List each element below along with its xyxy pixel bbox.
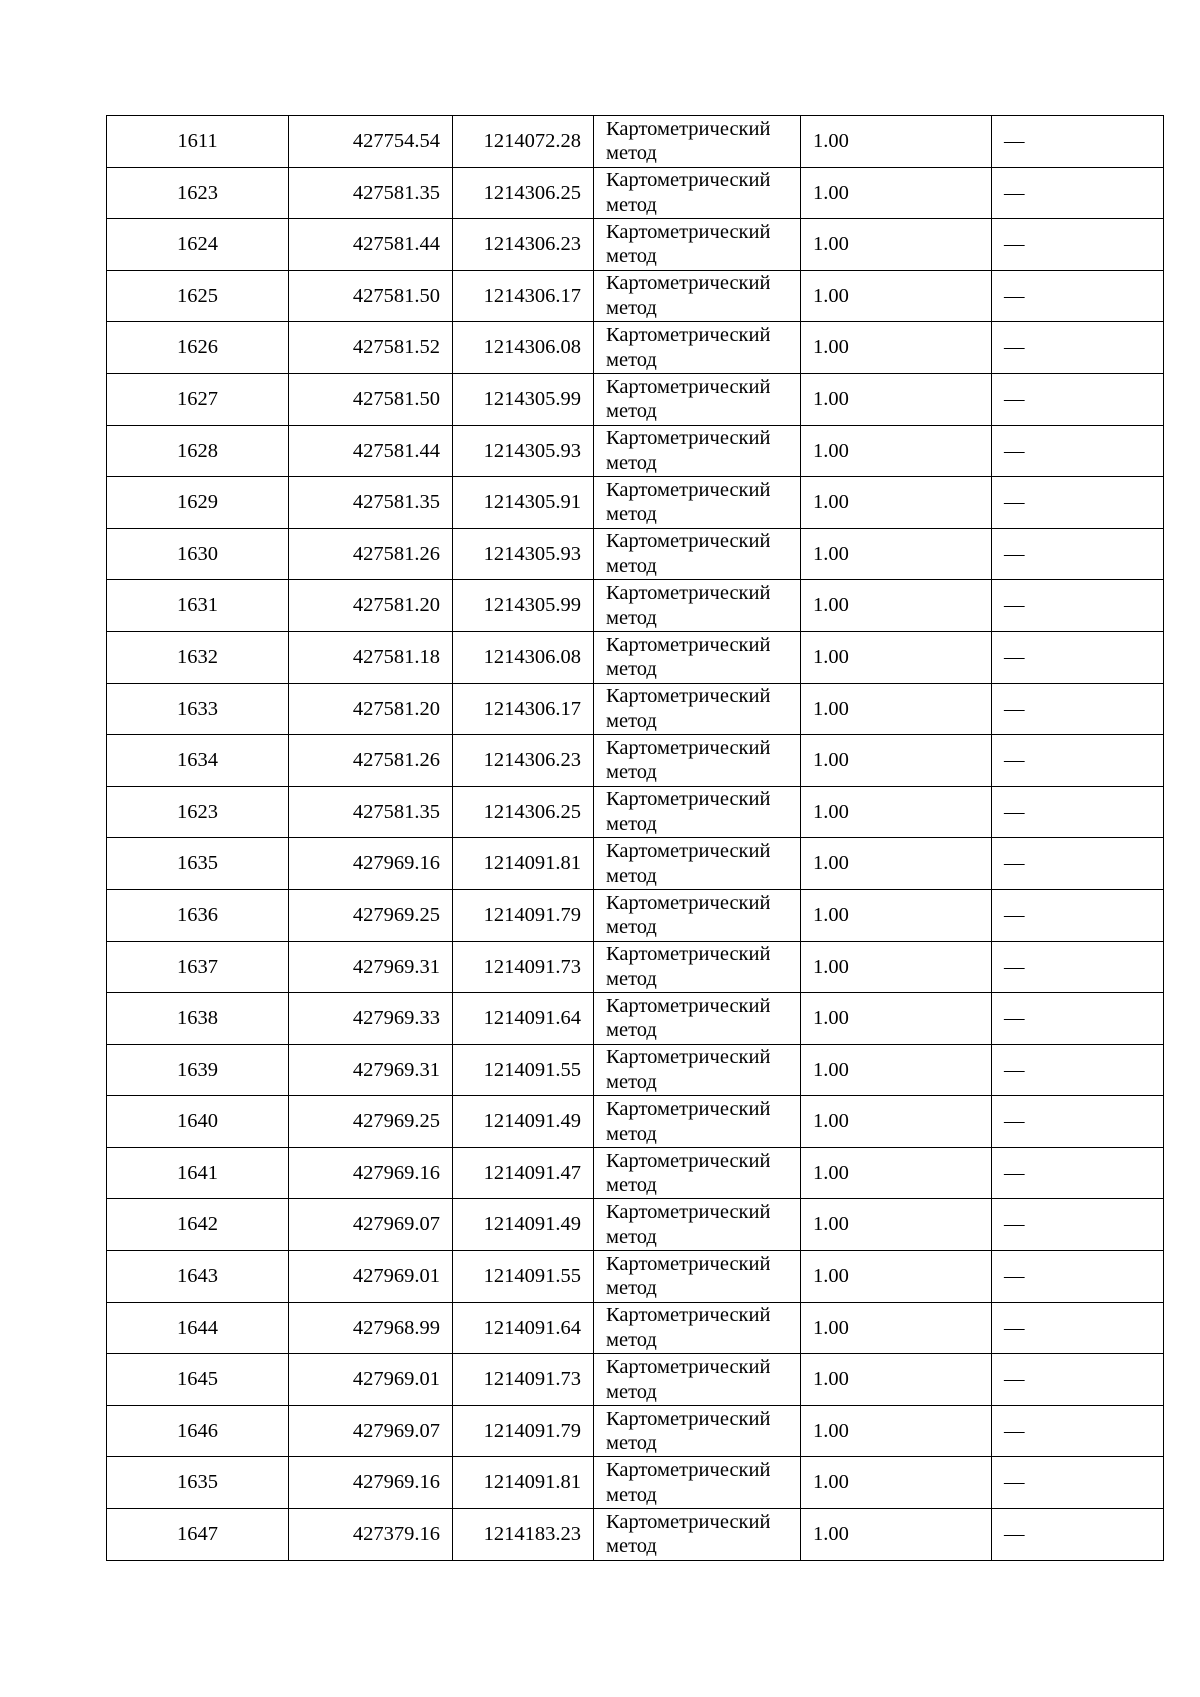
y-coordinate-cell: 1214091.64	[453, 993, 594, 1045]
y-coordinate-cell: 1214305.99	[453, 373, 594, 425]
precision-cell: 1.00	[801, 219, 992, 271]
table-row	[107, 1251, 1164, 1303]
y-coordinate-cell: 1214306.17	[453, 683, 594, 735]
x-coordinate-cell: 427581.20	[289, 580, 453, 632]
x-coordinate-cell: 427581.44	[289, 219, 453, 271]
x-coordinate-cell: 427969.31	[289, 941, 453, 993]
precision-cell: 1.00	[801, 1044, 992, 1096]
x-coordinate-cell: 427969.25	[289, 1096, 453, 1148]
method-cell	[594, 270, 801, 322]
precision-cell: 1.00	[801, 993, 992, 1045]
table-row	[107, 528, 1164, 580]
point-number-cell: 1630	[107, 528, 289, 580]
method-cell	[594, 838, 801, 890]
precision-cell: 1.00	[801, 1096, 992, 1148]
y-coordinate-cell: 1214091.47	[453, 1147, 594, 1199]
table-row	[107, 631, 1164, 683]
y-coordinate-cell: 1214306.08	[453, 631, 594, 683]
precision-cell: 1.00	[801, 1354, 992, 1406]
point-number-cell: 1611	[107, 116, 289, 168]
table-row	[107, 889, 1164, 941]
point-number-cell: 1644	[107, 1302, 289, 1354]
description-cell: —	[992, 425, 1164, 477]
y-coordinate-cell: 1214183.23	[453, 1509, 594, 1561]
y-coordinate-cell: 1214091.81	[453, 838, 594, 890]
x-coordinate-cell: 427581.35	[289, 477, 453, 529]
precision-cell: 1.00	[801, 1405, 992, 1457]
y-coordinate-cell: 1214091.49	[453, 1096, 594, 1148]
x-coordinate-cell: 427969.16	[289, 1147, 453, 1199]
y-coordinate-cell: 1214091.79	[453, 889, 594, 941]
table-row	[107, 270, 1164, 322]
table-row	[107, 219, 1164, 271]
method-cell	[594, 1096, 801, 1148]
precision-cell: 1.00	[801, 889, 992, 941]
description-cell: —	[992, 1096, 1164, 1148]
method-cell	[594, 1457, 801, 1509]
x-coordinate-cell: 427581.44	[289, 425, 453, 477]
method-text: Картометрический метод	[606, 1510, 771, 1558]
description-cell: —	[992, 941, 1164, 993]
x-coordinate-cell: 427969.07	[289, 1199, 453, 1251]
y-coordinate-cell: 1214091.73	[453, 941, 594, 993]
precision-cell: 1.00	[801, 270, 992, 322]
method-cell	[594, 219, 801, 271]
table-row	[107, 167, 1164, 219]
x-coordinate-cell: 427581.52	[289, 322, 453, 374]
table-row	[107, 1405, 1164, 1457]
point-number-cell: 1623	[107, 786, 289, 838]
method-cell	[594, 373, 801, 425]
description-cell: —	[992, 1457, 1164, 1509]
method-text: Картометрический метод	[606, 375, 771, 423]
method-text: Картометрический метод	[606, 220, 771, 268]
table-row	[107, 1457, 1164, 1509]
description-cell: —	[992, 1251, 1164, 1303]
method-text: Картометрический метод	[606, 1149, 771, 1197]
point-number-cell: 1623	[107, 167, 289, 219]
x-coordinate-cell: 427969.33	[289, 993, 453, 1045]
method-text: Картометрический метод	[606, 1097, 771, 1145]
method-text: Картометрический метод	[606, 1304, 771, 1351]
table-row	[107, 1096, 1164, 1148]
point-number-cell: 1634	[107, 735, 289, 787]
precision-cell: 1.00	[801, 167, 992, 219]
x-coordinate-cell: 427968.99	[289, 1302, 453, 1354]
precision-cell: 1.00	[801, 580, 992, 632]
point-number-cell: 1640	[107, 1096, 289, 1148]
y-coordinate-cell: 1214305.93	[453, 528, 594, 580]
method-text: Картометрический метод	[606, 1046, 771, 1093]
y-coordinate-cell: 1214091.55	[453, 1251, 594, 1303]
method-cell	[594, 322, 801, 374]
table-row	[107, 1199, 1164, 1251]
table-row	[107, 116, 1164, 168]
description-cell: —	[992, 477, 1164, 529]
precision-cell: 1.00	[801, 1509, 992, 1561]
y-coordinate-cell: 1214091.55	[453, 1044, 594, 1096]
description-cell: —	[992, 631, 1164, 683]
method-cell	[594, 1302, 801, 1354]
table-row	[107, 838, 1164, 890]
y-coordinate-cell: 1214305.99	[453, 580, 594, 632]
precision-cell: 1.00	[801, 425, 992, 477]
method-cell	[594, 786, 801, 838]
method-cell	[594, 1044, 801, 1096]
method-cell	[594, 580, 801, 632]
method-text: Картометрический метод	[606, 994, 771, 1042]
x-coordinate-cell: 427379.16	[289, 1509, 453, 1561]
description-cell: —	[992, 683, 1164, 735]
method-text: Картометрический метод	[606, 891, 771, 939]
point-number-cell: 1645	[107, 1354, 289, 1406]
point-number-cell: 1633	[107, 683, 289, 735]
table-row	[107, 1147, 1164, 1199]
method-cell	[594, 1199, 801, 1251]
precision-cell: 1.00	[801, 1251, 992, 1303]
description-cell: —	[992, 1354, 1164, 1406]
method-text: Картометрический метод	[606, 1407, 771, 1455]
y-coordinate-cell: 1214091.79	[453, 1405, 594, 1457]
table-row	[107, 1354, 1164, 1406]
precision-cell: 1.00	[801, 116, 992, 168]
table-row	[107, 477, 1164, 529]
y-coordinate-cell: 1214305.91	[453, 477, 594, 529]
y-coordinate-cell: 1214306.25	[453, 167, 594, 219]
description-cell: —	[992, 528, 1164, 580]
method-text: Картометрический метод	[606, 324, 771, 371]
y-coordinate-cell: 1214091.49	[453, 1199, 594, 1251]
description-cell: —	[992, 786, 1164, 838]
x-coordinate-cell: 427581.18	[289, 631, 453, 683]
point-number-cell: 1635	[107, 838, 289, 890]
method-cell	[594, 425, 801, 477]
description-cell: —	[992, 889, 1164, 941]
description-cell: —	[992, 116, 1164, 168]
x-coordinate-cell: 427581.20	[289, 683, 453, 735]
x-coordinate-cell: 427581.26	[289, 735, 453, 787]
table-row	[107, 1509, 1164, 1561]
x-coordinate-cell: 427969.01	[289, 1251, 453, 1303]
method-text: Картометрический метод	[606, 736, 771, 784]
description-cell: —	[992, 219, 1164, 271]
description-cell: —	[992, 1302, 1164, 1354]
method-text: Картометрический метод	[606, 169, 771, 216]
method-text: Картометрический метод	[606, 1459, 771, 1506]
table-row	[107, 373, 1164, 425]
point-number-cell: 1643	[107, 1251, 289, 1303]
point-number-cell: 1637	[107, 941, 289, 993]
method-cell	[594, 477, 801, 529]
description-cell: —	[992, 1199, 1164, 1251]
method-text: Картометрический метод	[606, 685, 771, 732]
description-cell: —	[992, 993, 1164, 1045]
method-cell	[594, 1147, 801, 1199]
precision-cell: 1.00	[801, 373, 992, 425]
coordinates-table-body	[107, 116, 1164, 1561]
method-cell	[594, 631, 801, 683]
point-number-cell: 1629	[107, 477, 289, 529]
precision-cell: 1.00	[801, 1457, 992, 1509]
description-cell: —	[992, 735, 1164, 787]
method-text: Картометрический метод	[606, 840, 771, 887]
method-cell	[594, 889, 801, 941]
precision-cell: 1.00	[801, 1302, 992, 1354]
table-row	[107, 993, 1164, 1045]
method-text: Картометрический метод	[606, 117, 771, 165]
point-number-cell: 1628	[107, 425, 289, 477]
precision-cell: 1.00	[801, 1147, 992, 1199]
point-number-cell: 1636	[107, 889, 289, 941]
y-coordinate-cell: 1214306.25	[453, 786, 594, 838]
y-coordinate-cell: 1214306.23	[453, 735, 594, 787]
method-text: Картометрический метод	[606, 1355, 771, 1403]
x-coordinate-cell: 427581.26	[289, 528, 453, 580]
x-coordinate-cell: 427754.54	[289, 116, 453, 168]
precision-cell: 1.00	[801, 786, 992, 838]
y-coordinate-cell: 1214091.81	[453, 1457, 594, 1509]
x-coordinate-cell: 427969.16	[289, 838, 453, 890]
method-text: Картометрический метод	[606, 633, 771, 681]
method-cell	[594, 1509, 801, 1561]
description-cell: —	[992, 322, 1164, 374]
method-text: Картометрический метод	[606, 1252, 771, 1300]
table-row	[107, 425, 1164, 477]
method-text: Картометрический метод	[606, 1201, 771, 1248]
description-cell: —	[992, 1044, 1164, 1096]
table-row	[107, 941, 1164, 993]
method-cell	[594, 1354, 801, 1406]
table-row	[107, 1044, 1164, 1096]
x-coordinate-cell: 427969.25	[289, 889, 453, 941]
point-number-cell: 1641	[107, 1147, 289, 1199]
method-text: Картометрический метод	[606, 272, 771, 320]
table-row	[107, 580, 1164, 632]
precision-cell: 1.00	[801, 477, 992, 529]
point-number-cell: 1631	[107, 580, 289, 632]
y-coordinate-cell: 1214091.64	[453, 1302, 594, 1354]
x-coordinate-cell: 427969.07	[289, 1405, 453, 1457]
table-row	[107, 683, 1164, 735]
description-cell: —	[992, 838, 1164, 890]
point-number-cell: 1639	[107, 1044, 289, 1096]
x-coordinate-cell: 427581.50	[289, 270, 453, 322]
precision-cell: 1.00	[801, 1199, 992, 1251]
precision-cell: 1.00	[801, 941, 992, 993]
table-row	[107, 786, 1164, 838]
table-row	[107, 1302, 1164, 1354]
description-cell: —	[992, 1147, 1164, 1199]
precision-cell: 1.00	[801, 683, 992, 735]
method-text: Картометрический метод	[606, 943, 771, 990]
method-text: Картометрический метод	[606, 478, 771, 526]
point-number-cell: 1624	[107, 219, 289, 271]
description-cell: —	[992, 1405, 1164, 1457]
method-cell	[594, 941, 801, 993]
method-cell	[594, 735, 801, 787]
point-number-cell: 1647	[107, 1509, 289, 1561]
point-number-cell: 1626	[107, 322, 289, 374]
method-cell	[594, 528, 801, 580]
method-text: Картометрический метод	[606, 788, 771, 836]
x-coordinate-cell: 427969.01	[289, 1354, 453, 1406]
method-cell	[594, 993, 801, 1045]
point-number-cell: 1642	[107, 1199, 289, 1251]
point-number-cell: 1625	[107, 270, 289, 322]
y-coordinate-cell: 1214091.73	[453, 1354, 594, 1406]
precision-cell: 1.00	[801, 735, 992, 787]
y-coordinate-cell: 1214306.23	[453, 219, 594, 271]
table-row	[107, 735, 1164, 787]
precision-cell: 1.00	[801, 322, 992, 374]
method-cell	[594, 1405, 801, 1457]
method-text: Картометрический метод	[606, 582, 771, 629]
description-cell: —	[992, 580, 1164, 632]
description-cell: —	[992, 270, 1164, 322]
point-number-cell: 1627	[107, 373, 289, 425]
precision-cell: 1.00	[801, 528, 992, 580]
point-number-cell: 1646	[107, 1405, 289, 1457]
description-cell: —	[992, 167, 1164, 219]
y-coordinate-cell: 1214072.28	[453, 116, 594, 168]
point-number-cell: 1635	[107, 1457, 289, 1509]
table-row	[107, 322, 1164, 374]
x-coordinate-cell: 427581.50	[289, 373, 453, 425]
method-text: Картометрический метод	[606, 530, 771, 578]
precision-cell: 1.00	[801, 631, 992, 683]
method-cell	[594, 167, 801, 219]
precision-cell: 1.00	[801, 838, 992, 890]
point-number-cell: 1638	[107, 993, 289, 1045]
coordinates-table	[106, 115, 1164, 1561]
x-coordinate-cell: 427581.35	[289, 167, 453, 219]
method-cell	[594, 116, 801, 168]
x-coordinate-cell: 427969.16	[289, 1457, 453, 1509]
method-text: Картометрический метод	[606, 427, 771, 474]
x-coordinate-cell: 427969.31	[289, 1044, 453, 1096]
x-coordinate-cell: 427581.35	[289, 786, 453, 838]
y-coordinate-cell: 1214306.08	[453, 322, 594, 374]
description-cell: —	[992, 1509, 1164, 1561]
point-number-cell: 1632	[107, 631, 289, 683]
method-cell	[594, 683, 801, 735]
y-coordinate-cell: 1214305.93	[453, 425, 594, 477]
description-cell: —	[992, 373, 1164, 425]
y-coordinate-cell: 1214306.17	[453, 270, 594, 322]
method-cell	[594, 1251, 801, 1303]
